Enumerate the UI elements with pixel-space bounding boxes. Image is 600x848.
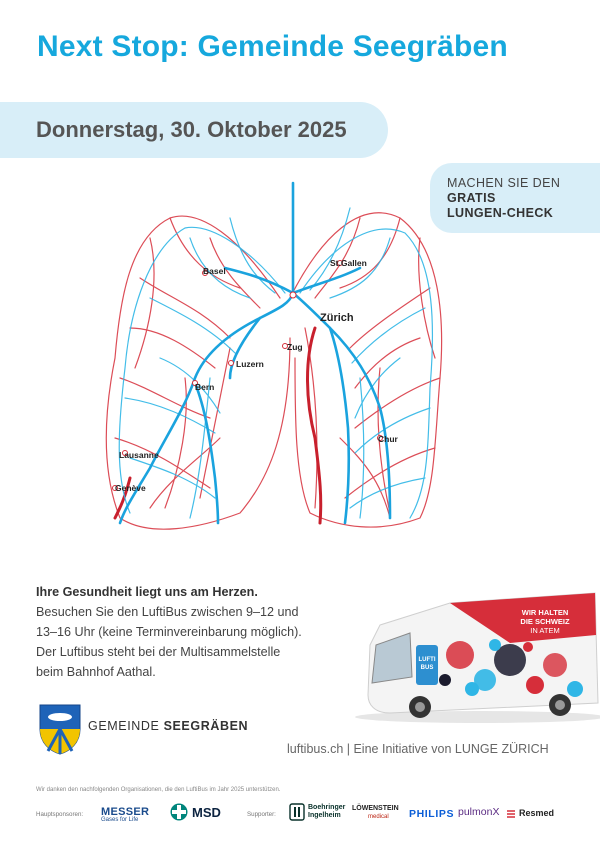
messer-tagline: Gases for Life <box>101 817 139 823</box>
loewenstein-logo <box>352 805 399 821</box>
info-headline: Ihre Gesundheit liegt uns am Herzen. <box>36 585 258 599</box>
city-label-basel: Basel <box>203 266 226 276</box>
boehringer-emblem-icon <box>289 803 305 821</box>
sponsor-thanks: Wir danken den nachfolgenden Organisationen, die den LuftiBus im Jahr 2025 unterstützen. <box>36 787 281 793</box>
red-network-lines <box>106 213 441 529</box>
messer-name: MESSER <box>101 806 150 818</box>
msd-logo <box>170 803 221 821</box>
city-label-st-gallen: St.Gallen <box>330 258 367 268</box>
info-line-4: beim Bahnhof Aathal. <box>36 665 156 679</box>
city-label-bern: Bern <box>195 382 215 392</box>
bus-slogan-1: WIR HALTEN <box>521 608 569 617</box>
resmed-emblem-icon <box>506 808 516 818</box>
boehringer-line-1: Boehringer <box>308 804 346 811</box>
bus-brand-1: LUFTI <box>418 657 436 663</box>
city-label-chur: Chur <box>378 434 398 444</box>
bus-slogan-2: DIE SCHWEIZ <box>520 617 570 626</box>
callout-line-1: MACHEN SIE DEN <box>447 176 561 190</box>
resmed-name: Resmed <box>519 808 555 818</box>
info-line-1: Besuchen Sie den LuftiBus zwischen 9–12 und <box>36 605 299 619</box>
resmed-logo <box>506 808 554 818</box>
luftibus-image <box>350 585 600 725</box>
city-label-zug: Zug <box>287 342 303 352</box>
boehringer-line-2: Ingelheim <box>308 812 341 819</box>
info-line-3: Der Luftibus steht bei der Multisammelstelle <box>36 645 281 659</box>
municipality-bold-name: SEEGRÄBEN <box>163 719 249 733</box>
callout-line-2: GRATIS <box>447 191 496 205</box>
city-label-lausanne: Lausanne <box>119 450 159 460</box>
municipality-prefix: GEMEINDE <box>88 719 160 733</box>
cyan-main-lines <box>120 183 390 523</box>
loewenstein-name: LÖWENSTEIN <box>352 805 399 812</box>
initiative-line: luftibus.ch | Eine Initiative von LUNGE ZÜRICH <box>287 742 549 756</box>
city-label-geneve: Genève <box>115 483 146 493</box>
loewenstein-sub: medical <box>368 814 389 820</box>
main-sponsors-label: Hauptsponsoren: <box>36 811 84 818</box>
msd-name: MSD <box>192 804 221 820</box>
messer-logo <box>101 806 149 823</box>
city-label-zurich: Zürich <box>320 312 354 324</box>
msd-emblem-icon <box>170 803 188 821</box>
callout-line-3: LUNGEN-CHECK <box>447 206 554 220</box>
boehringer-logo <box>289 803 345 821</box>
event-date: Donnerstag, 30. Oktober 2025 <box>36 117 347 142</box>
pulmonx-logo: pulmonX <box>458 806 500 818</box>
seegraeben-crest-icon <box>38 703 82 755</box>
supporters-label: Supporter: <box>247 811 276 818</box>
lung-network-map <box>90 178 500 538</box>
bus-slogan-3: IN ATEM <box>530 626 560 635</box>
bus-brand-2: BUS <box>420 665 434 671</box>
page-title: Next Stop: Gemeinde Seegräben <box>37 30 508 63</box>
info-line-2: 13–16 Uhr (keine Terminvereinbarung möglich). <box>36 625 302 639</box>
info-text <box>36 582 366 682</box>
municipality-name <box>88 719 248 733</box>
city-label-luzern: Luzern <box>236 359 264 369</box>
philips-logo: PHILIPS <box>409 808 455 820</box>
